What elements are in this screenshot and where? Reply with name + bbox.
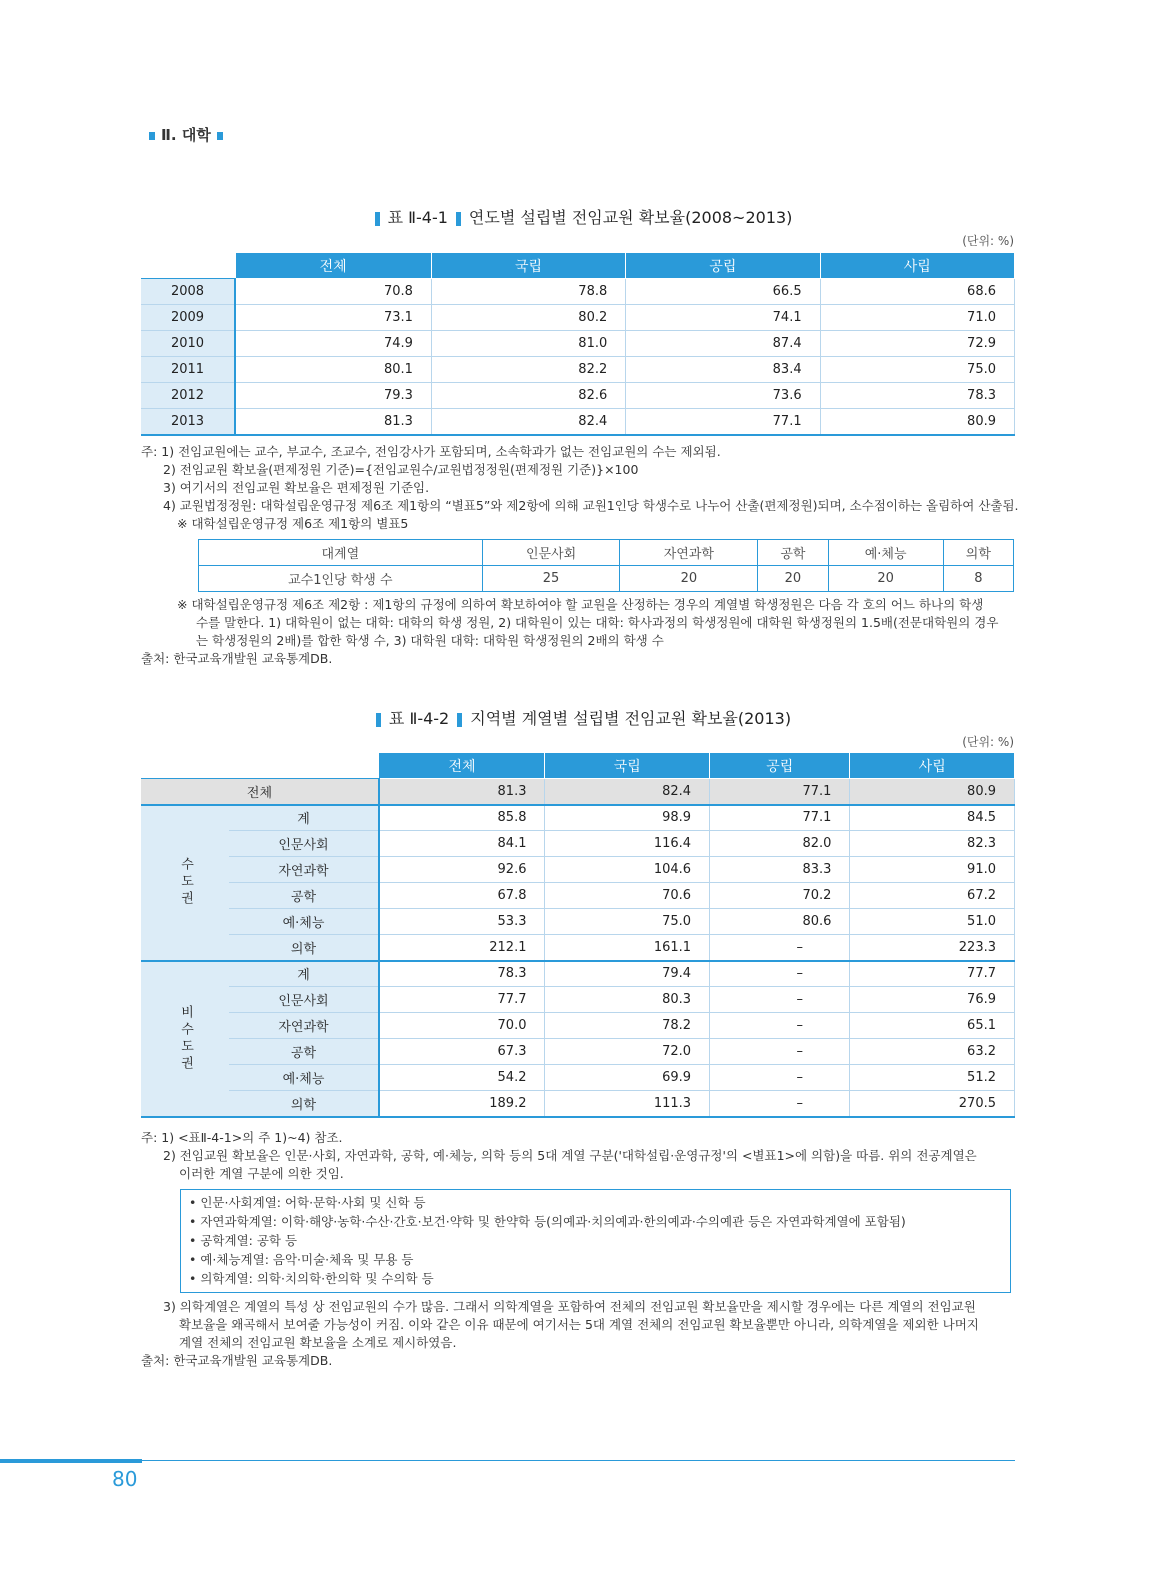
value-cell: 51.2	[850, 1065, 1015, 1091]
value-cell: –	[710, 1065, 850, 1091]
note-line: 확보율을 왜곡해서 보여줄 가능성이 커짐. 이와 같은 이유 때문에 여기서는 5대 계열 전체의 전임교원 확보율뿐만 아니라, 의학계열을 제외한 나머지	[179, 1317, 979, 1332]
value-cell: 104.6	[545, 857, 710, 883]
table1-caption: 연도별 설립별 전임교원 확보율(2008~2013)	[468, 208, 793, 227]
year-cell: 2013	[141, 409, 235, 435]
value-cell: 189.2	[379, 1091, 545, 1117]
header-section: 대학	[181, 126, 211, 144]
note-line: 3) 의학계열은 계열의 특성 상 전임교원의 수가 많음. 그래서 의학계열을 포함하여 전체의 전임교원 확보율만을 제시할 경우에는 다른 계열의 전임교원	[163, 1299, 976, 1314]
year-cell: 2008	[141, 279, 235, 305]
title-bar-icon	[456, 212, 461, 226]
note-line: ※ 대학설립운영규정 제6조 제1항의 별표5	[177, 516, 409, 531]
value-cell: 82.0	[710, 831, 850, 857]
t3-cell: 25	[482, 566, 620, 592]
bullet-icon	[217, 132, 223, 140]
blank-header	[141, 253, 235, 279]
value-cell: 80.2	[431, 305, 625, 331]
box-line: • 인문·사회계열: 어학·문학·사회 및 신학 등	[189, 1195, 426, 1210]
t3-header: 대계열	[199, 540, 483, 566]
table-row	[141, 409, 1015, 435]
table-row	[141, 909, 1015, 935]
value-cell: –	[710, 1013, 850, 1039]
value-cell: 53.3	[379, 909, 545, 935]
value-cell: –	[710, 935, 850, 961]
box-line: • 자연과학계열: 이학·해양·농학·수산·간호·보건·약학 및 한약학 등(의예과·치의예과·한의예과·수의예관 등은 자연과학계열에 포함됨)	[189, 1214, 906, 1229]
notes2	[141, 1129, 977, 1183]
category-label: 예·체능	[229, 1065, 379, 1091]
table-row	[141, 805, 1015, 831]
column-header: 전체	[235, 253, 431, 279]
note-line: 4) 교원법정정원: 대학설립운영규정 제6조 제1항의 “별표5”와 제2항에 의해 교원1인당 학생수로 나누어 산출(편제정원)되며, 소수점이하는 올림하여 산출됨.	[163, 498, 1019, 513]
column-header: 공립	[710, 753, 850, 779]
table-row	[141, 331, 1015, 357]
value-cell: –	[710, 1039, 850, 1065]
value-cell: 82.6	[431, 383, 625, 409]
category-box	[180, 1189, 1011, 1293]
t3-header: 자연과학	[620, 540, 758, 566]
value-cell: 70.6	[545, 883, 710, 909]
value-cell: 82.2	[431, 357, 625, 383]
total-row	[141, 779, 1015, 805]
note-line: 2) 전임교원 확보율(편제정원 기준)={전임교원수/교원법정정원(편제정원 기준)}×100	[163, 462, 639, 477]
table-row	[141, 1039, 1015, 1065]
value-cell: 72.9	[820, 331, 1014, 357]
value-cell: 75.0	[820, 357, 1014, 383]
table3	[198, 539, 1014, 592]
value-cell: 69.9	[545, 1065, 710, 1091]
note-line: 수를 말한다. 1) 대학원이 없는 대학: 대학의 학생 정원, 2) 대학원이 있는 대학: 학사과정의 학생정원에 대학원 학생정원의 1.5배(전문대학원의 경우	[196, 615, 999, 630]
value-cell: 82.4	[431, 409, 625, 435]
table2-title	[0, 706, 1159, 729]
note-line: 3) 여기서의 전임교원 확보율은 편제정원 기준임.	[163, 480, 430, 495]
box-line: • 예·체능계열: 음악·미술·체육 및 무용 등	[189, 1252, 414, 1267]
value-cell: 270.5	[850, 1091, 1015, 1117]
source-line: 출처: 한국교육개발원 교육통계DB.	[141, 651, 333, 666]
title-bar-icon	[457, 713, 462, 727]
year-cell: 2011	[141, 357, 235, 383]
title-bar-icon	[376, 713, 381, 727]
footer-line	[0, 1460, 1015, 1461]
value-cell: 70.0	[379, 1013, 545, 1039]
table-row	[141, 935, 1015, 961]
value-cell: 77.7	[379, 987, 545, 1013]
year-cell: 2010	[141, 331, 235, 357]
region-cell: 비수도권	[141, 961, 229, 1117]
value-cell: 85.8	[379, 805, 545, 831]
table-row	[141, 305, 1015, 331]
value-cell: 81.3	[379, 779, 545, 805]
table-row	[141, 1013, 1015, 1039]
category-label: 계	[229, 805, 379, 831]
value-cell: 82.4	[545, 779, 710, 805]
value-cell: 70.2	[710, 883, 850, 909]
value-cell: 84.5	[850, 805, 1015, 831]
value-cell: 67.2	[850, 883, 1015, 909]
category-label: 계	[229, 961, 379, 987]
table2-caption: 지역별 계열별 설립별 전임교원 확보율(2013)	[470, 709, 792, 728]
value-cell: 78.3	[820, 383, 1014, 409]
table2	[141, 752, 1015, 1118]
t3-header: 공학	[758, 540, 828, 566]
table2-label: 표 Ⅱ-4-2	[388, 709, 450, 728]
note-line: 계열 전체의 전임교원 확보율을 소계로 제시하였음.	[179, 1335, 457, 1350]
value-cell: 82.3	[850, 831, 1015, 857]
region-cell: 수도권	[141, 805, 229, 961]
column-header: 사립	[820, 253, 1014, 279]
value-cell: 212.1	[379, 935, 545, 961]
value-cell: 91.0	[850, 857, 1015, 883]
value-cell: –	[710, 961, 850, 987]
column-header: 사립	[850, 753, 1015, 779]
t3-cell: 20	[828, 566, 943, 592]
table-row	[141, 961, 1015, 987]
value-cell: 73.6	[626, 383, 820, 409]
value-cell: 74.9	[235, 331, 431, 357]
value-cell: 98.9	[545, 805, 710, 831]
category-label: 인문사회	[229, 987, 379, 1013]
year-cell: 2012	[141, 383, 235, 409]
t3-cell: 20	[758, 566, 828, 592]
value-cell: 78.3	[379, 961, 545, 987]
value-cell: 80.1	[235, 357, 431, 383]
t3-header: 예·체능	[828, 540, 943, 566]
value-cell: 54.2	[379, 1065, 545, 1091]
value-cell: 79.3	[235, 383, 431, 409]
table-row	[141, 357, 1015, 383]
box-line: • 의학계열: 의학·치의학·한의학 및 수의학 등	[189, 1271, 434, 1286]
notes1	[141, 443, 1019, 533]
category-label: 공학	[229, 883, 379, 909]
value-cell: 72.0	[545, 1039, 710, 1065]
value-cell: 92.6	[379, 857, 545, 883]
value-cell: 67.8	[379, 883, 545, 909]
note-line: 주: 1) <표Ⅱ-4-1>의 주 1)~4) 참조.	[141, 1130, 343, 1145]
note-line: 이러한 계열 구분에 의한 것임.	[179, 1166, 344, 1181]
section-header	[143, 124, 229, 145]
value-cell: 65.1	[850, 1013, 1015, 1039]
value-cell: 80.3	[545, 987, 710, 1013]
column-header: 전체	[379, 753, 545, 779]
table-row	[141, 987, 1015, 1013]
value-cell: 67.3	[379, 1039, 545, 1065]
value-cell: –	[710, 1091, 850, 1117]
note-line: 2) 전임교원 확보율은 인문·사회, 자연과학, 공학, 예·체능, 의학 등의 5대 계열 구분('대학설립·운영규정'의 <별표1>에 의함)을 따름. 위의 전공계열은	[163, 1148, 977, 1163]
note-line: 주: 1) 전임교원에는 교수, 부교수, 조교수, 전임강사가 포함되며, 소속학과가 없는 전임교원의 수는 제외됨.	[141, 444, 721, 459]
value-cell: 80.9	[850, 779, 1015, 805]
table-row	[141, 857, 1015, 883]
value-cell: 74.1	[626, 305, 820, 331]
value-cell: 83.4	[626, 357, 820, 383]
notes1b	[141, 596, 998, 668]
table-row	[141, 1065, 1015, 1091]
page-number: 80	[112, 1467, 138, 1491]
box-line: • 공학계열: 공학 등	[189, 1233, 298, 1248]
value-cell: 71.0	[820, 305, 1014, 331]
value-cell: 83.3	[710, 857, 850, 883]
value-cell: 73.1	[235, 305, 431, 331]
category-label: 자연과학	[229, 1013, 379, 1039]
category-label: 예·체능	[229, 909, 379, 935]
category-label: 공학	[229, 1039, 379, 1065]
column-header: 국립	[431, 253, 625, 279]
t3-header: 인문사회	[482, 540, 620, 566]
value-cell: 77.1	[626, 409, 820, 435]
header-roman: Ⅱ.	[161, 126, 177, 144]
value-cell: 66.5	[626, 279, 820, 305]
value-cell: 81.3	[235, 409, 431, 435]
category-label: 인문사회	[229, 831, 379, 857]
table-row	[141, 883, 1015, 909]
value-cell: 84.1	[379, 831, 545, 857]
title-bar-icon	[375, 212, 380, 226]
category-label: 의학	[229, 935, 379, 961]
category-label: 자연과학	[229, 857, 379, 883]
value-cell: 76.9	[850, 987, 1015, 1013]
table1-title	[0, 205, 1159, 228]
value-cell: 51.0	[850, 909, 1015, 935]
category-label: 의학	[229, 1091, 379, 1117]
value-cell: 111.3	[545, 1091, 710, 1117]
note-line: 는 학생정원의 2배)를 합한 학생 수, 3) 대학원 대학: 대학원 학생정원의 2배의 학생 수	[196, 633, 664, 648]
value-cell: 70.8	[235, 279, 431, 305]
total-label: 전체	[141, 779, 379, 805]
value-cell: 68.6	[820, 279, 1014, 305]
value-cell: 63.2	[850, 1039, 1015, 1065]
value-cell: 79.4	[545, 961, 710, 987]
value-cell: 87.4	[626, 331, 820, 357]
value-cell: 223.3	[850, 935, 1015, 961]
table1-label: 표 Ⅱ-4-1	[387, 208, 448, 227]
value-cell: 161.1	[545, 935, 710, 961]
column-header: 공립	[626, 253, 820, 279]
value-cell: 77.7	[850, 961, 1015, 987]
t3-cell: 교수1인당 학생 수	[199, 566, 483, 592]
t3-header: 의학	[943, 540, 1013, 566]
value-cell: 75.0	[545, 909, 710, 935]
source-line: 출처: 한국교육개발원 교육통계DB.	[141, 1353, 333, 1368]
note-line: ※ 대학설립운영규정 제6조 제2항 : 제1항의 규정에 의하여 확보하여야 할 교원을 산정하는 경우의 계열별 학생정원은 다음 각 호의 어느 하나의 학생	[177, 597, 984, 612]
notes3	[141, 1298, 979, 1370]
table1	[141, 252, 1015, 436]
table-row	[141, 279, 1015, 305]
value-cell: 78.2	[545, 1013, 710, 1039]
value-cell: 78.8	[431, 279, 625, 305]
value-cell: 77.1	[710, 805, 850, 831]
table-row	[141, 1091, 1015, 1117]
t3-cell: 8	[943, 566, 1013, 592]
value-cell: 81.0	[431, 331, 625, 357]
table1-unit: (단위: %)	[962, 234, 1014, 248]
t3-cell: 20	[620, 566, 758, 592]
table-row	[141, 831, 1015, 857]
bullet-icon	[149, 132, 155, 140]
value-cell: 77.1	[710, 779, 850, 805]
value-cell: –	[710, 987, 850, 1013]
value-cell: 80.9	[820, 409, 1014, 435]
value-cell: 116.4	[545, 831, 710, 857]
table2-unit: (단위: %)	[962, 735, 1014, 749]
blank-header	[141, 753, 379, 779]
column-header: 국립	[545, 753, 710, 779]
value-cell: 80.6	[710, 909, 850, 935]
table-row	[141, 383, 1015, 409]
year-cell: 2009	[141, 305, 235, 331]
